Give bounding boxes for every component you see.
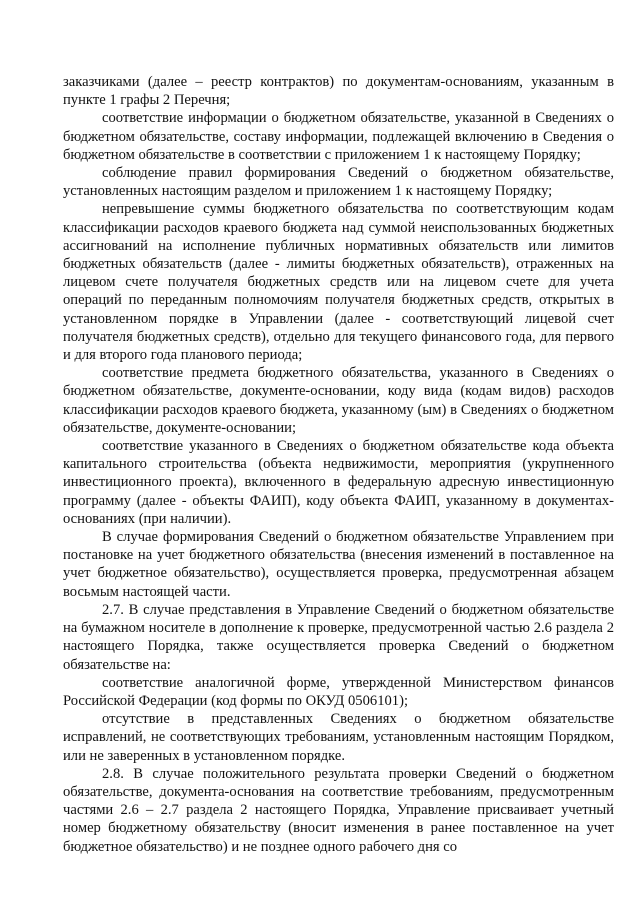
document-body bbox=[63, 73, 614, 856]
paragraph-6: соответствие указанного в Сведениях о бюджетном обязательстве кода объекта капитального строительства (объекта недвижимости, мероприятия (укрупненного инвестиционного проекта), включенного в федеральную адресную инвестиционную программу (далее - объекты ФАИП), коду объекта ФАИП, указанному в документах-основаниях (при наличии). bbox=[63, 438, 614, 527]
paragraph-5: соответствие предмета бюджетного обязательства, указанного в Сведениях о бюджетном обязательстве, документе-основании, коду вида (кодам видов) расходов классификации расходов краевого бюджета, указанному (ым) в Сведениях о бюджетном обязательстве, документе-основании; bbox=[63, 365, 614, 436]
paragraph-1: заказчиками (далее – реестр контрактов) по документам-основаниям, указанным в пункте 1 графы 2 Перечня; bbox=[63, 74, 614, 109]
paragraph-9: соответствие аналогичной форме, утвержденной Министерством финансов Российской Федерации (код формы по ОКУД 0506101); bbox=[63, 674, 614, 709]
paragraph-3: соблюдение правил формирования Сведений о бюджетном обязательстве, установленных настоящим разделом и приложением 1 к настоящему Порядку; bbox=[63, 165, 614, 200]
paragraph-10: отсутствие в представленных Сведениях о бюджетном обязательстве исправлений, не соответствующих требованиям, установленным настоящим Порядком, или не заверенных в установленном порядке. bbox=[63, 711, 614, 764]
paragraph-2: соответствие информации о бюджетном обязательстве, указанной в Сведениях о бюджетном обязательстве, составу информации, подлежащей включению в Сведения о бюджетном обязательстве в соответствии с приложением 1 к настоящему Порядку; bbox=[63, 110, 614, 163]
paragraph-11: 2.8. В случае положительного результата проверки Сведений о бюджетном обязательстве, документа-основания на соответствие требованиям, предусмотренным частями 2.6 – 2.7 раздела 2 настоящего Порядка, Управление присваивает учетный номер бюджетному обязательству (вносит изменения в ранее поставленное на учет бюджетное обязательство) и не позднее одного рабочего дня со bbox=[63, 765, 614, 855]
paragraph-7: В случае формирования Сведений о бюджетном обязательстве Управлением при постановке на учет бюджетного обязательства (внесения изменений в поставленное на учет бюджетное обязательство), осуществляется проверка, предусмотренная абзацем восьмым настоящей части. bbox=[63, 529, 614, 600]
paragraph-4: непревышение суммы бюджетного обязательства по соответствующим кодам классификации расходов краевого бюджета над суммой неиспользованных бюджетных ассигнований на исполнение публичных нормативных обязательств или лимитов бюджетных обязательств (далее - лимиты бюджетных обязательств), отраженных на лицевом счете получателя бюджетных средств или на лицевом счете для учета операций по переданным полномочиям получателя бюджетных средств, открытых в установленном порядке в Управлении (далее - соответствующий лицевой счет получателя бюджетных средств), отдельно для текущего финансового года, для первого и для второго года планового периода; bbox=[63, 201, 614, 364]
paragraph-8: 2.7. В случае представления в Управление Сведений о бюджетном обязательстве на бумажном носителе в дополнение к проверке, предусмотренной частью 2.6 раздела 2 настоящего Порядка, также осуществляется проверка Сведений о бюджетном обязательстве на: bbox=[63, 601, 614, 673]
